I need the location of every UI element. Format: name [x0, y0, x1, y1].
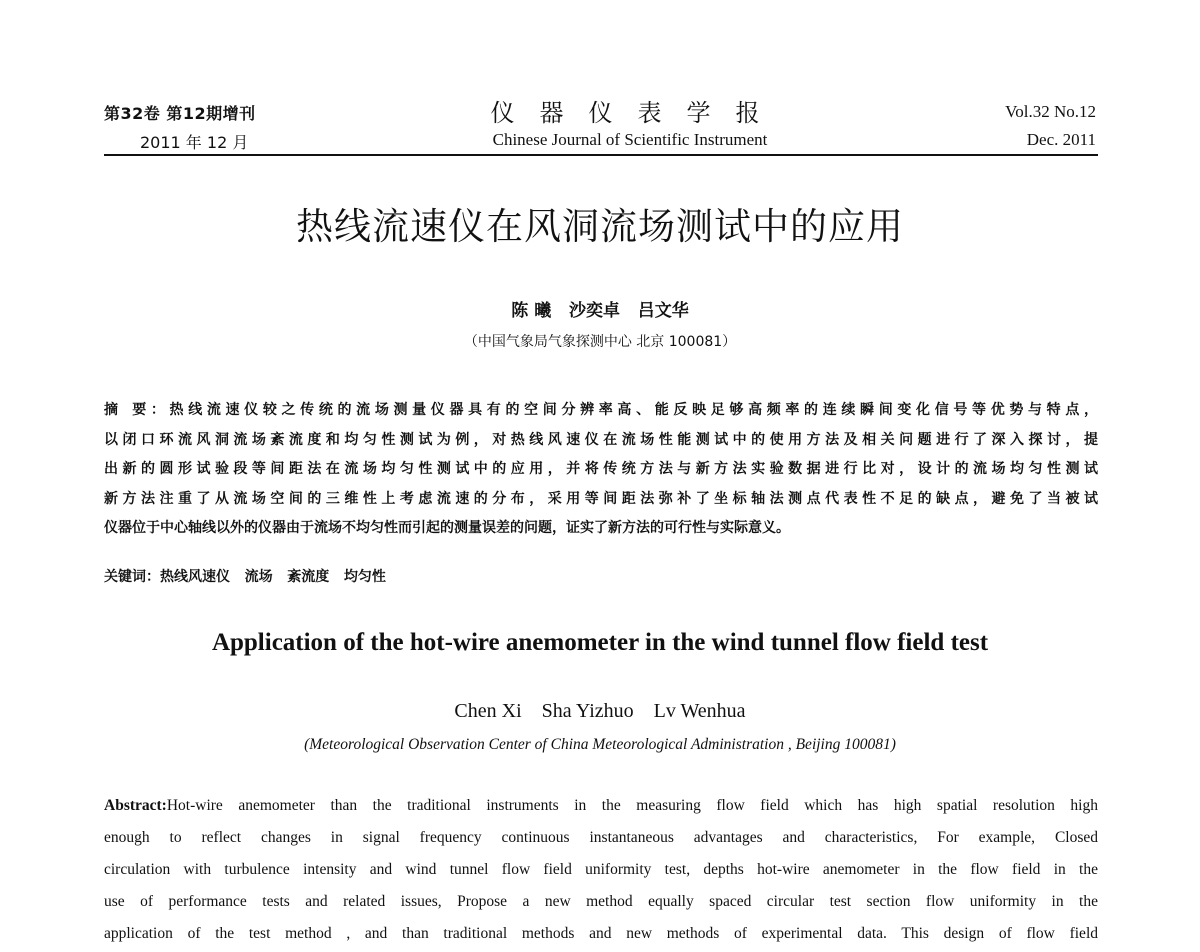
abstract-cn-label: 摘 要：	[104, 402, 170, 418]
abstract-en-line: application of the test method , and than traditional methods and new methods of experimental data. This design of flow field	[104, 925, 1098, 942]
abstract-cn-line: 以闭口环流风洞流场紊流度和均匀性测试为例，对热线风速仪在流场性能测试中的使用方法及相关问题进行了深入探讨，提	[104, 431, 1098, 448]
abstract-cn-line: 仪器位于中心轴线以外的仪器由于流场不均匀性而引起的测量误差的问题，证实了新方法的可行性与实际意义。	[104, 520, 790, 537]
keywords-cn-label: 关键词：	[104, 569, 160, 585]
abstract-cn-text: 热线流速仪较之传统的流场测量仪器具有的空间分辨率高、能反映足够高频率的连续瞬间变化信号等优势与特点，	[169, 402, 1099, 418]
abstract-en-label: Abstract:	[104, 797, 167, 814]
header-rule	[104, 154, 1098, 156]
abstract-en-text: Hot-wire anemometer than the traditional instruments in the measuring flow field which has high spatial resolution high	[166, 797, 1098, 814]
abstract-cn-line	[104, 396, 1098, 426]
abstract-en	[104, 790, 1098, 950]
header-date-en: Dec. 2011	[1026, 130, 1096, 149]
abstract-en-line: circulation with turbulence intensity and wind tunnel flow field uniformity test, depths hot-wire anemometer in the flow field in the	[104, 861, 1098, 878]
header-volume-issue-en: Vol.32 No.12	[1005, 102, 1096, 121]
authors-cn: 陈 曦 沙奕卓 吕文华	[511, 301, 689, 321]
header-date-cn: 2011 年 12 月	[140, 133, 249, 152]
header-journal-name-cn: 仪器仪表学报	[490, 99, 785, 127]
abstract-en-line: use of performance tests and related issues, Propose a new method equally spaced circular test section flow uniformity in the	[104, 893, 1098, 910]
keywords-cn	[104, 566, 386, 586]
abstract-cn-line: 出新的圆形试验段等间距法在流场均匀性测试中的应用，并将传统方法与新方法实验数据进行比对，设计的流场均匀性测试	[104, 461, 1098, 478]
keywords-cn-text: 热线风速仪 流场 紊流度 均匀性	[160, 569, 386, 585]
paper-title-cn: 热线流速仪在风洞流场测试中的应用	[296, 205, 904, 248]
affiliation-en: (Meteorological Observation Center of China Meteorological Administration , Beijing 100081)	[304, 736, 896, 753]
abstract-en-line	[104, 790, 1098, 822]
header-journal-name-en: Chinese Journal of Scientific Instrument	[492, 130, 768, 149]
affiliation-cn: （中国气象局气象探测中心 北京 100081）	[463, 334, 737, 350]
abstract-cn-line: 新方法注重了从流场空间的三维性上考虑流速的分布，采用等间距法弥补了坐标轴法测点代表性不足的缺点，避免了当被试	[104, 490, 1098, 507]
abstract-en-line: enough to reflect changes in signal frequency continuous instantaneous advantages and characteristics, For example, Closed	[104, 829, 1098, 846]
paper-title-en: Application of the hot-wire anemometer in the wind tunnel flow field test	[211, 629, 989, 656]
authors-en: Chen Xi Sha Yizhuo Lv Wenhua	[454, 700, 746, 722]
abstract-cn	[104, 396, 1098, 544]
header-volume-issue-cn: 第32卷 第12期增刊	[104, 104, 256, 123]
